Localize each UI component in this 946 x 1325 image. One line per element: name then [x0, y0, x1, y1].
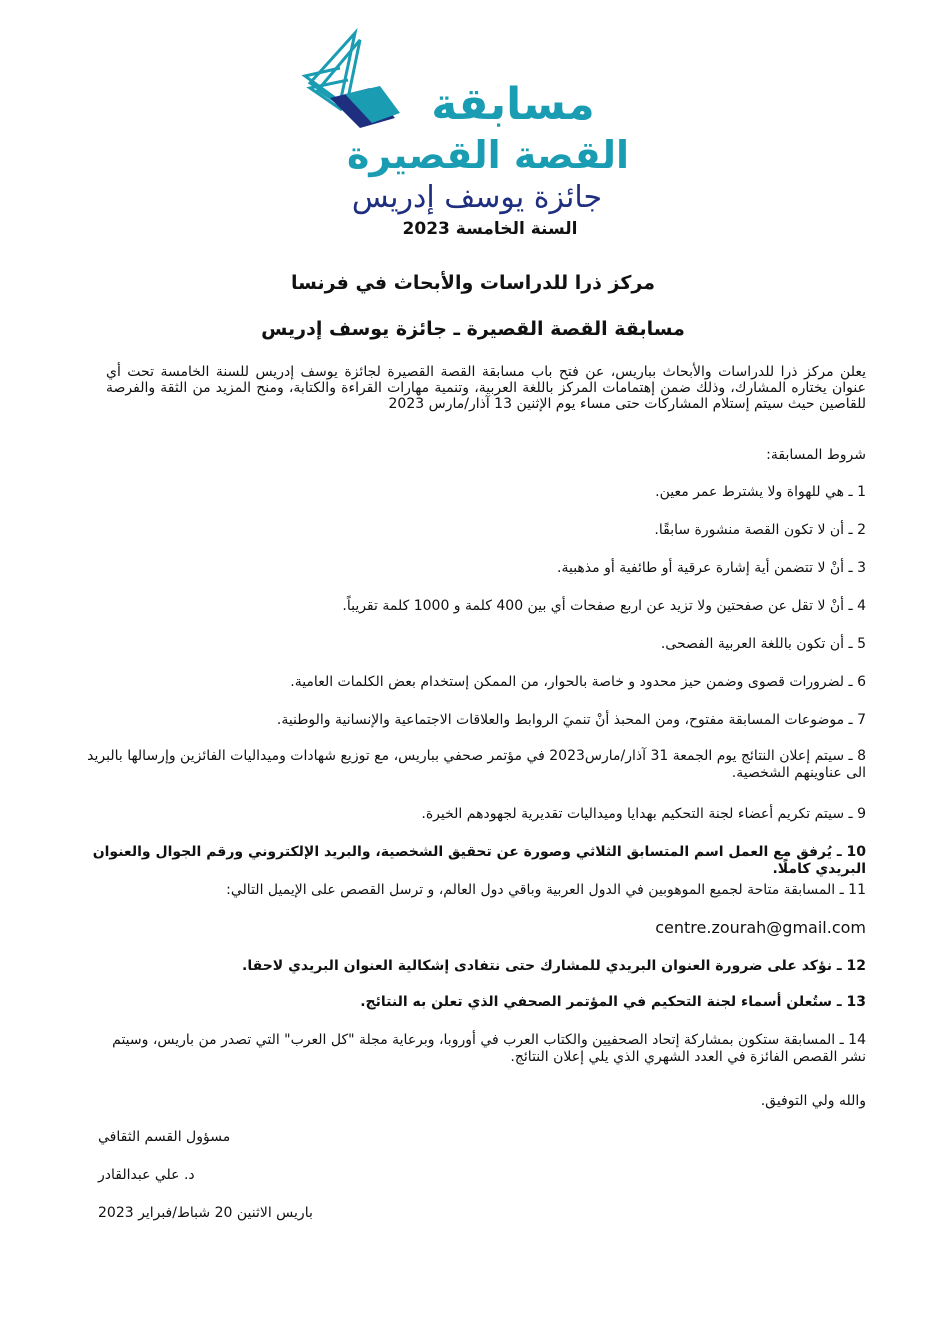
center-title: مركز ذرا للدراسات والأبحاث في فرنسا — [290, 272, 655, 294]
logo-edition: السنة الخامسة 2023 — [402, 219, 578, 239]
condition-item-9: 9 ـ سيتم تكريم أعضاء لجنة التحكيم بهدايا وميداليات تقديرية لجهودهم الخيرة. — [421, 806, 866, 822]
logo-title-line1: مسابقة — [431, 79, 595, 130]
signature-role: مسؤول القسم الثقافي — [98, 1129, 231, 1145]
condition-item-8: 8 ـ سيتم إعلان النتائج يوم الجمعة 31 آذار/مارس2023 في مؤتمر صحفي بباريس، مع توزيع شهادات وميداليات الفائزين وإرسالها بالبريد الى عناوينهم الشخصية. — [87, 748, 866, 781]
condition-item-1: 1 ـ هي للهواة ولا يشترط عمر معين. — [655, 484, 866, 500]
signature-date: باريس الاثنين 20 شباط/فبراير 2023 — [98, 1205, 313, 1221]
intro-paragraph: يعلن مركز ذرا للدراسات والأبحاث بباريس، عن فتح باب مسابقة القصة القصيرة لجائزة يوسف إدريس للسنة الخامسة تحت أي عنوان يختاره المشارك، وذلك ضمن إهتمامات المركز باللغة العربية، وتنمية مهارات القراءة والكتابة، ومنح المزيد من الثقة والفرصة للقاصين حيث سيتم إستلام المشاركات حتى مساء يوم الإثنين 13 آذار/مارس 2023 — [106, 364, 866, 412]
condition-item-5: 5 ـ أن تكون باللغة العربية الفصحى. — [660, 636, 866, 652]
condition-item-11: 11 ـ المسابقة متاحة لجميع الموهوبين في الدول العربية وباقي دول العالم، و ترسل القصص على الإيميل التالي: — [226, 882, 866, 898]
contest-title: مسابقة القصة القصيرة ـ جائزة يوسف إدريس — [261, 318, 685, 340]
condition-item-14: 14 ـ المسابقة ستكون بمشاركة إتحاد الصحفيين والكتاب العرب في أوروبا، وبرعاية مجلة "كل العرب" التي تصدر من باريس، وسيتم نشر القصص الفائزة في العدد الشهري الذي يلي إعلان النتائج. — [112, 1032, 866, 1065]
logo-title-line2: القصة القصيرة — [346, 133, 630, 177]
closing-text: والله ولي التوفيق. — [760, 1093, 866, 1109]
condition-item-7: 7 ـ موضوعات المسابقة مفتوح، ومن المحبذ أنْ تنميَ الروابط والعلاقات الاجتماعية والإنسانية والوطنية. — [276, 712, 866, 728]
conditions-heading: شروط المسابقة: — [766, 447, 866, 463]
condition-item-6: 6 ـ لضرورات قصوى وضمن حيز محدود و خاصة بالحوار، من الممكن إستخدام بعض الكلمات العامية. — [290, 674, 866, 690]
contest-logo — [300, 28, 650, 243]
condition-item-10: 10 ـ يُرفق مع العمل اسم المتسابق الثلاثي وصورة عن تحقيق الشخصية، والبريد الإلكتروني ورقم الجوال والعنوان البريدي كاملًا. — [92, 844, 866, 877]
condition-item-4: 4 ـ أنْ لا تقل عن صفحتين ولا تزيد عن اربع صفحات أي بين 400 كلمة و 1000 كلمة تقريباً. — [342, 598, 866, 614]
condition-item-12: 12 ـ نؤكد على ضرورة العنوان البريدي للمشارك حتى نتفادى إشكالية العنوان البريدي لاحقا. — [242, 958, 866, 974]
contact-email[interactable]: centre.zourah@gmail.com — [655, 918, 866, 937]
logo-prize-name: جائزة يوسف إدريس — [351, 180, 603, 215]
signature-name: د. علي عبدالقادر — [98, 1167, 195, 1183]
condition-item-2: 2 ـ أن لا تكون القصة منشورة سابقًا. — [654, 522, 866, 538]
condition-item-3: 3 ـ أنْ لا تتضمن أية إشارة عرقية أو طائفية أو مذهبية. — [557, 560, 866, 576]
condition-item-13: 13 ـ ستُعلن أسماء لجنة التحكيم في المؤتمر الصحفي الذي تعلن به النتائج. — [360, 994, 866, 1010]
